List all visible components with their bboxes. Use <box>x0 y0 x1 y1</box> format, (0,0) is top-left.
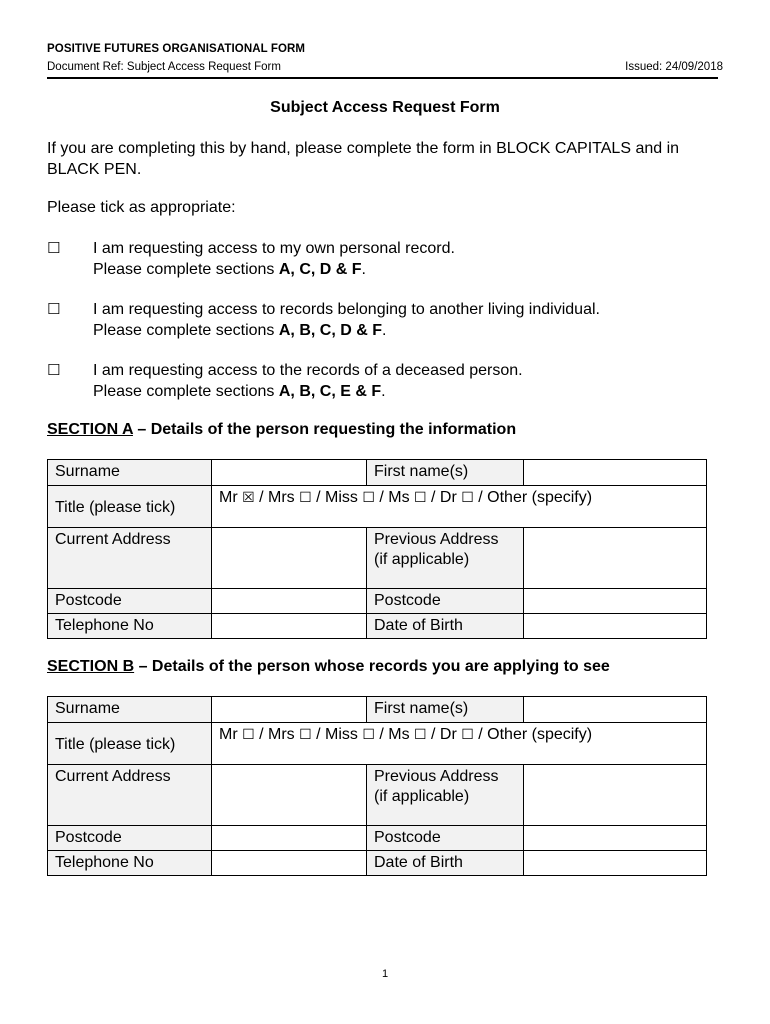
option-sections: A, C, D & F <box>278 261 362 278</box>
current-address-field[interactable] <box>212 765 367 826</box>
title-miss-label: / Miss <box>311 726 363 743</box>
header-issued-date: Issued: 24/09/2018 <box>625 61 723 73</box>
option-text <box>93 238 733 280</box>
previous-postcode-label: Postcode <box>367 589 524 614</box>
header-document-ref: Document Ref: Subject Access Request Form <box>47 61 281 73</box>
telephone-label: Telephone No <box>48 851 212 876</box>
title-mrs-label: / Mrs <box>254 726 300 743</box>
form-title: Subject Access Request Form <box>270 99 500 116</box>
option-suffix: . <box>381 322 387 339</box>
option-checkbox[interactable]: ☐ <box>47 361 61 379</box>
previous-address-label <box>367 528 524 589</box>
previous-address-label <box>367 765 524 826</box>
title-label: Title (please tick) <box>48 486 212 528</box>
previous-address-field[interactable] <box>524 765 707 826</box>
title-mr-checkbox[interactable]: ☐ <box>242 727 255 743</box>
section-a-heading <box>47 421 516 439</box>
previous-address-line1: Previous Address <box>374 768 499 785</box>
postcode-field[interactable] <box>212 589 367 614</box>
option-line1: I am requesting access to the records of a deceased person. <box>93 362 523 379</box>
header-divider <box>47 77 718 79</box>
title-mr-label: Mr <box>219 726 243 743</box>
title-mr-label: Mr <box>219 489 243 506</box>
section-b-title: – Details of the person whose records you are applying to see <box>134 658 610 675</box>
title-dr-checkbox[interactable]: ☐ <box>461 490 474 506</box>
title-mrs-checkbox[interactable]: ☐ <box>299 727 312 743</box>
title-other-label: / Other (specify) <box>473 489 593 506</box>
section-b-label: SECTION B <box>47 658 135 675</box>
current-address-label: Current Address <box>48 528 212 589</box>
option-sections: A, B, C, D & F <box>278 322 382 339</box>
title-ms-checkbox[interactable]: ☐ <box>414 490 427 506</box>
first-names-label: First name(s) <box>367 460 524 486</box>
title-mrs-checkbox[interactable]: ☐ <box>299 490 312 506</box>
surname-label: Surname <box>48 460 212 486</box>
title-options <box>212 723 707 765</box>
previous-address-line2: (if applicable) <box>374 788 470 805</box>
title-other-label: / Other (specify) <box>473 726 593 743</box>
dob-label: Date of Birth <box>367 614 524 639</box>
option-line1: I am requesting access to records belonging to another living individual. <box>93 301 600 318</box>
option-prefix: Please complete sections <box>93 322 279 339</box>
title-miss-checkbox[interactable]: ☐ <box>362 727 375 743</box>
telephone-field[interactable] <box>212 614 367 639</box>
current-address-field[interactable] <box>212 528 367 589</box>
title-dr-checkbox[interactable]: ☐ <box>461 727 474 743</box>
first-names-label: First name(s) <box>367 697 524 723</box>
option-line2 <box>93 320 733 341</box>
title-dr-label: / Dr <box>426 726 462 743</box>
first-names-field[interactable] <box>524 697 707 723</box>
title-mrs-label: / Mrs <box>254 489 300 506</box>
previous-postcode-field[interactable] <box>524 826 707 851</box>
section-a-label: SECTION A <box>47 421 133 438</box>
telephone-label: Telephone No <box>48 614 212 639</box>
surname-field[interactable] <box>212 697 367 723</box>
title-mr-checkbox[interactable]: ☒ <box>242 490 255 506</box>
title-miss-checkbox[interactable]: ☐ <box>362 490 375 506</box>
previous-address-line2: (if applicable) <box>374 551 470 568</box>
option-text <box>93 299 733 341</box>
title-ms-label: / Ms <box>374 489 415 506</box>
surname-label: Surname <box>48 697 212 723</box>
section-b-heading <box>47 658 610 676</box>
previous-address-line1: Previous Address <box>374 531 499 548</box>
option-text <box>93 360 733 402</box>
option-prefix: Please complete sections <box>93 383 279 400</box>
tick-prompt: Please tick as appropriate: <box>47 199 236 216</box>
title-miss-label: / Miss <box>311 489 363 506</box>
postcode-label: Postcode <box>48 589 212 614</box>
section-a-table <box>47 459 707 639</box>
dob-label: Date of Birth <box>367 851 524 876</box>
option-line2 <box>93 381 733 402</box>
title-ms-checkbox[interactable]: ☐ <box>414 727 427 743</box>
page-number: 1 <box>381 968 389 980</box>
section-a-title: – Details of the person requesting the information <box>132 421 517 438</box>
section-b-table <box>47 696 707 876</box>
title-options <box>212 486 707 528</box>
option-suffix: . <box>361 261 366 278</box>
option-line2 <box>93 259 733 280</box>
title-dr-label: / Dr <box>426 489 462 506</box>
option-checkbox[interactable]: ☐ <box>47 239 61 257</box>
telephone-field[interactable] <box>212 851 367 876</box>
option-suffix: . <box>381 383 386 400</box>
intro-instructions: If you are completing this by hand, please complete the form in BLOCK CAPITALS and in BLACK PEN. <box>47 140 680 178</box>
previous-postcode-field[interactable] <box>524 589 707 614</box>
dob-field[interactable] <box>524 851 707 876</box>
first-names-field[interactable] <box>524 460 707 486</box>
previous-postcode-label: Postcode <box>367 826 524 851</box>
dob-field[interactable] <box>524 614 707 639</box>
title-label: Title (please tick) <box>48 723 212 765</box>
current-address-label: Current Address <box>48 765 212 826</box>
postcode-field[interactable] <box>212 826 367 851</box>
option-line1: I am requesting access to my own personal record. <box>93 240 455 257</box>
surname-field[interactable] <box>212 460 367 486</box>
postcode-label: Postcode <box>48 826 212 851</box>
header-organisation: POSITIVE FUTURES ORGANISATIONAL FORM <box>47 43 306 55</box>
option-checkbox[interactable]: ☐ <box>47 300 61 318</box>
option-sections: A, B, C, E & F <box>278 383 382 400</box>
option-prefix: Please complete sections <box>93 261 279 278</box>
title-ms-label: / Ms <box>374 726 415 743</box>
previous-address-field[interactable] <box>524 528 707 589</box>
